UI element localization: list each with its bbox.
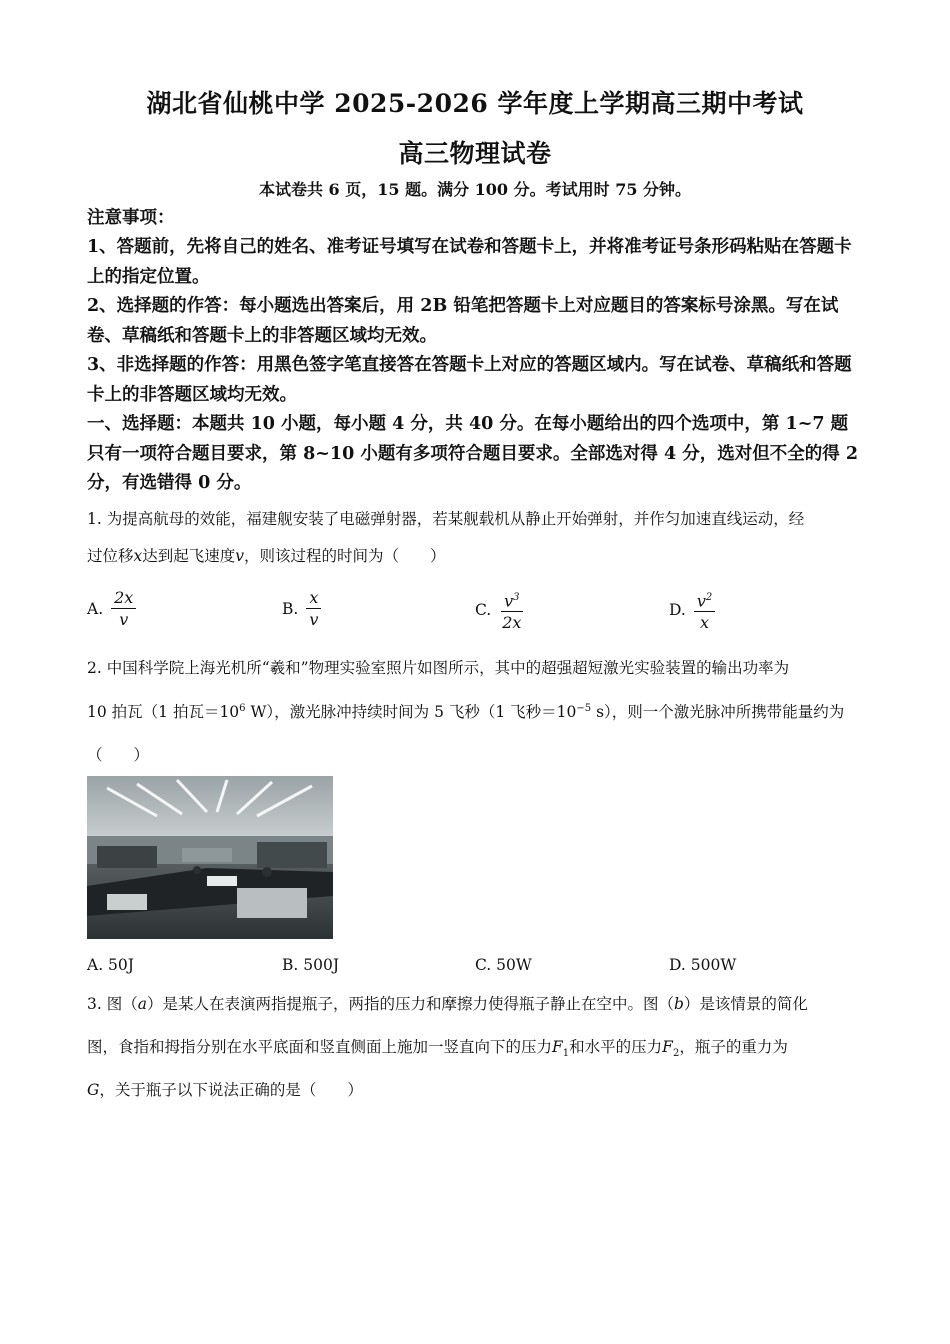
notice-item-1: 1、答题前，先将自己的姓名、准考证号填写在试卷和答题卡上，并将准考证号条形码粘贴在答题卡上的指定位置。	[87, 237, 852, 287]
q2-option-d[interactable]: D. 500W	[669, 956, 737, 974]
q3-line-3: G，关于瓶子以下说法正确的是（ ）	[87, 1081, 363, 1099]
q2-option-b[interactable]: B. 500J	[282, 956, 340, 974]
laboratory-photo	[87, 776, 333, 939]
q2-line-2: 10 拍瓦（1 拍瓦$=10^6$ W），激光脉冲持续时间为 5 飞秒（1 飞秒$=10^{-5}$ s），则一个激光脉冲所携带能量约为	[87, 702, 845, 721]
var-x: x	[133, 547, 143, 565]
notice-item-2: 2、选择题的作答：每小题选出答案后，用 2B 铅笔把答题卡上对应题目的答案标号涂黑。写在试卷、草稿纸和答题卡上的非答题区域均无效。	[87, 296, 839, 346]
exam-info: 本试卷共 6 页，15 题。满分 100 分。考试用时 75 分钟。	[258, 180, 692, 199]
q1-line-1: 1. 为提高航母的效能，福建舰安装了电磁弹射器，若某舰载机从静止开始弹射，并作匀加速直线运动，经	[87, 510, 805, 528]
q2-option-c[interactable]: C. 50W	[475, 956, 532, 974]
q1-option-d[interactable]: D. $\frac{v^2}{x}$	[669, 588, 715, 632]
q1-option-a[interactable]: A. $\frac{2x}{v}$	[87, 588, 136, 629]
q1-line-2: 过位移x达到起飞速度v，则该过程的时间为（ ）	[87, 547, 446, 565]
q1-option-b[interactable]: B. $\frac{x}{v}$	[282, 588, 321, 629]
q2-option-a[interactable]: A. 50J	[87, 956, 134, 974]
q2-line-3: （ ）	[87, 746, 150, 764]
var-v: v	[235, 547, 245, 565]
q3-line-1: 3. 图（a）是某人在表演两指提瓶子，两指的压力和摩擦力使得瓶子静止在空中。图（b）是该情景的简化	[87, 995, 808, 1013]
exam-title: 湖北省仙桃中学 2025-2026 学年度上学期高三期中考试	[146, 89, 804, 118]
section-intro: 一、选择题：本题共 10 小题，每小题 4 分，共 40 分。在每小题给出的四个选项中，第 1~7 题只有一项符合题目要求，第 8~10 小题有多项符合题目要求。全部选对得 4 分，选对但不全的得 2 分，有选错得 0 分。	[87, 414, 859, 493]
notice-item-3: 3、非选择题的作答：用黑色签字笔直接答在答题卡上对应的答题区域内。写在试卷、草稿纸和答题卡上的非答题区域均无效。	[87, 355, 852, 405]
q2-line-1: 2. 中国科学院上海光机所“羲和”物理实验室照片如图所示，其中的超强超短激光实验装置的输出功率为	[87, 659, 790, 677]
notice-heading: 注意事项：	[87, 208, 175, 228]
q1-option-c[interactable]: C. $\frac{v^3}{2x}$	[475, 588, 524, 632]
exam-subject-title: 高三物理试卷	[398, 139, 552, 168]
q3-line-2: 图，食指和拇指分别在水平底面和竖直侧面上施加一竖直向下的压力$F_1$和水平的压力$F_2$，瓶子的重力为	[87, 1038, 788, 1060]
